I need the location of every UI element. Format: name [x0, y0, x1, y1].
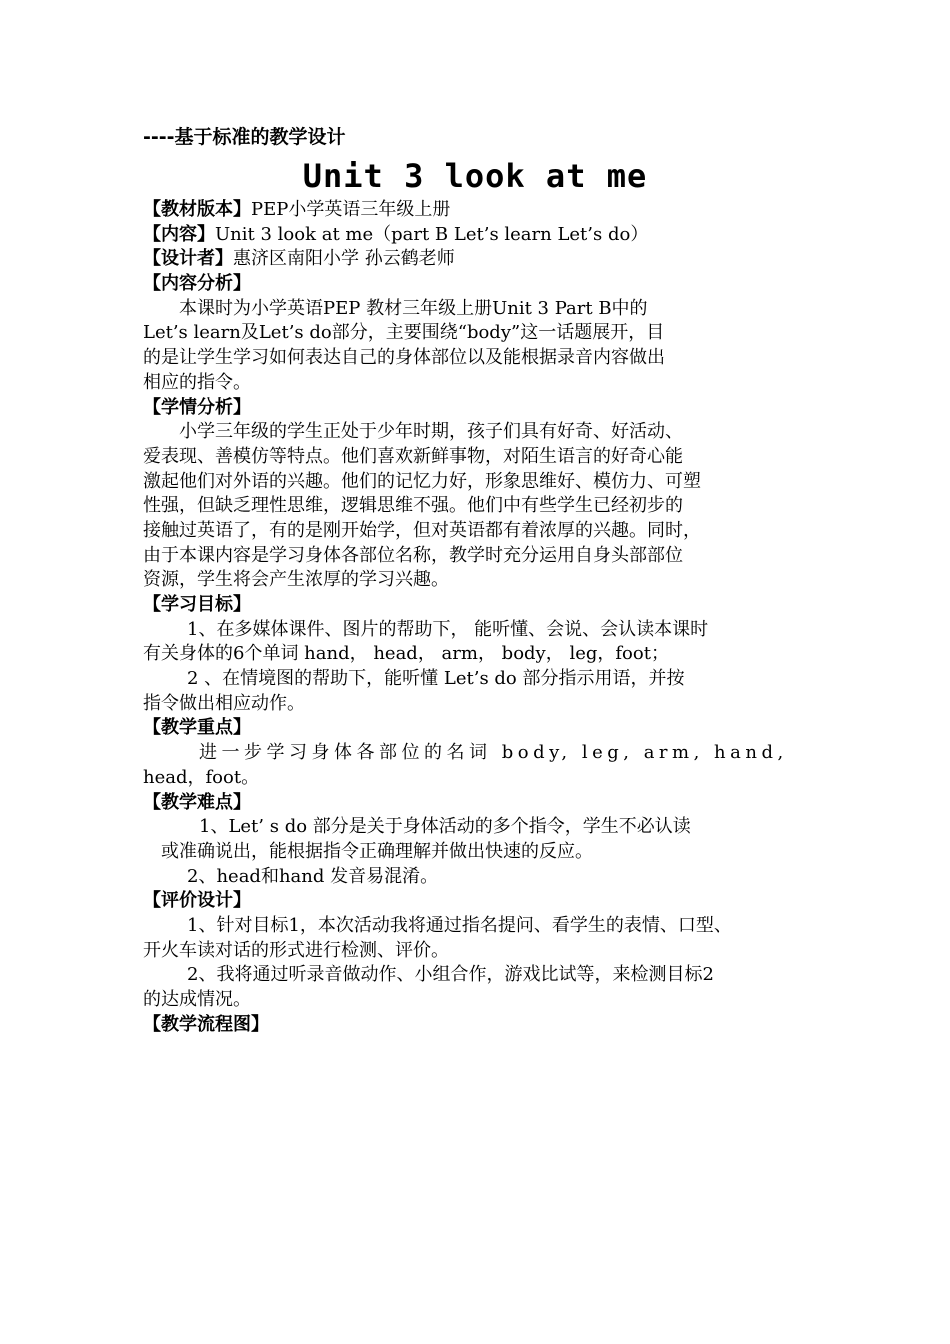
- meta-designer-text: 惠济区南阳小学 孙云鹤老师: [233, 248, 455, 270]
- meta-edition-label: 【教材版本】: [143, 199, 251, 220]
- student-analysis-line: 接触过英语了，有的是刚开始学，但对英语都有着浓厚的兴趣。同时，: [143, 519, 701, 541]
- meta-edition-text: PEP小学英语三年级上册: [251, 199, 451, 220]
- learning-goal-line: 1、在多媒体课件、图片的帮助下， 能听懂、会说、会认读本课时: [187, 618, 709, 640]
- key-points-line: 进一步学习身体各部位的名词 body, leg, arm, hand,: [199, 742, 788, 764]
- document-title: Unit 3 look at me: [302, 157, 648, 195]
- difficulties-line: 1、Let’ s do 部分是关于身体活动的多个指令，学生不必认读: [199, 816, 691, 838]
- document-body: [143, 198, 813, 1037]
- evaluation-line: 1、针对目标1，本次活动我将通过指名提问、看学生的表情、口型、: [187, 914, 732, 936]
- section-heading-learning-goals: 【学习目标】: [143, 594, 251, 615]
- student-analysis-line: 小学三年级的学生正处于少年时期，孩子们具有好奇、好活动、: [179, 421, 683, 443]
- evaluation-line: 2、我将通过听录音做动作、小组合作，游戏比试等，来检测目标2: [187, 964, 714, 986]
- learning-goal-line: 2 、在情境图的帮助下，能听懂 Let’s do 部分指示用语，并按: [187, 668, 685, 690]
- content-analysis-line: Let’s learn及Let’s do部分，主要围绕“body”这一话题展开，目: [143, 322, 665, 344]
- section-heading-evaluation: 【评价设计】: [143, 890, 251, 912]
- learning-goal-line: 有关身体的6个单词 hand， head， arm， body， leg，foot；: [143, 643, 669, 665]
- meta-designer-label: 【设计者】: [143, 248, 233, 270]
- content-analysis-line: 的是让学生学习如何表达自己的身体部位以及能根据录音内容做出: [143, 347, 665, 369]
- key-points-line: head，foot。: [143, 766, 260, 788]
- meta-edition: [143, 198, 813, 223]
- student-analysis-line: 资源，学生将会产生浓厚的学习兴趣。: [143, 569, 449, 591]
- difficulties-line: 或准确说出，能根据指令正确理解并做出快速的反应。: [161, 840, 593, 862]
- document-subtitle: ----基于标准的教学设计: [143, 126, 346, 148]
- section-heading-student-analysis: 【学情分析】: [143, 396, 251, 418]
- meta-designer: [143, 247, 813, 272]
- evaluation-line: 开火车读对话的形式进行检测、评价。: [143, 939, 449, 961]
- student-analysis-line: 由于本课内容是学习身体各部位名称，教学时充分运用自身头部部位: [143, 544, 683, 566]
- difficulties-line: 2、head和hand 发音易混淆。: [187, 865, 439, 887]
- student-analysis-line: 性强，但缺乏理性思维，逻辑思维不强。他们中有些学生已经初步的: [143, 495, 683, 517]
- learning-goal-line: 指令做出相应动作。: [143, 692, 305, 714]
- content-analysis-line: 相应的指令。: [143, 371, 251, 393]
- meta-content-text: Unit 3 look at me（part B Let’s learn Let’s do）: [215, 223, 649, 245]
- student-analysis-line: 爱表现、善模仿等特点。他们喜欢新鲜事物，对陌生语言的好奇心能: [143, 445, 683, 467]
- section-heading-difficulties: 【教学难点】: [143, 791, 251, 813]
- meta-content: [143, 223, 813, 248]
- section-heading-key-points: 【教学重点】: [143, 717, 251, 739]
- section-heading-flowchart: 【教学流程图】: [143, 1013, 269, 1035]
- evaluation-line: 的达成情况。: [143, 989, 251, 1010]
- section-heading-content-analysis: 【内容分析】: [143, 273, 251, 295]
- content-analysis-line: 本课时为小学英语PEP 教材三年级上册Unit 3 Part B中的: [179, 297, 648, 319]
- meta-content-label: 【内容】: [143, 223, 215, 245]
- student-analysis-line: 激起他们对外语的兴趣。他们的记忆力好，形象思维好、模仿力、可塑: [143, 470, 701, 492]
